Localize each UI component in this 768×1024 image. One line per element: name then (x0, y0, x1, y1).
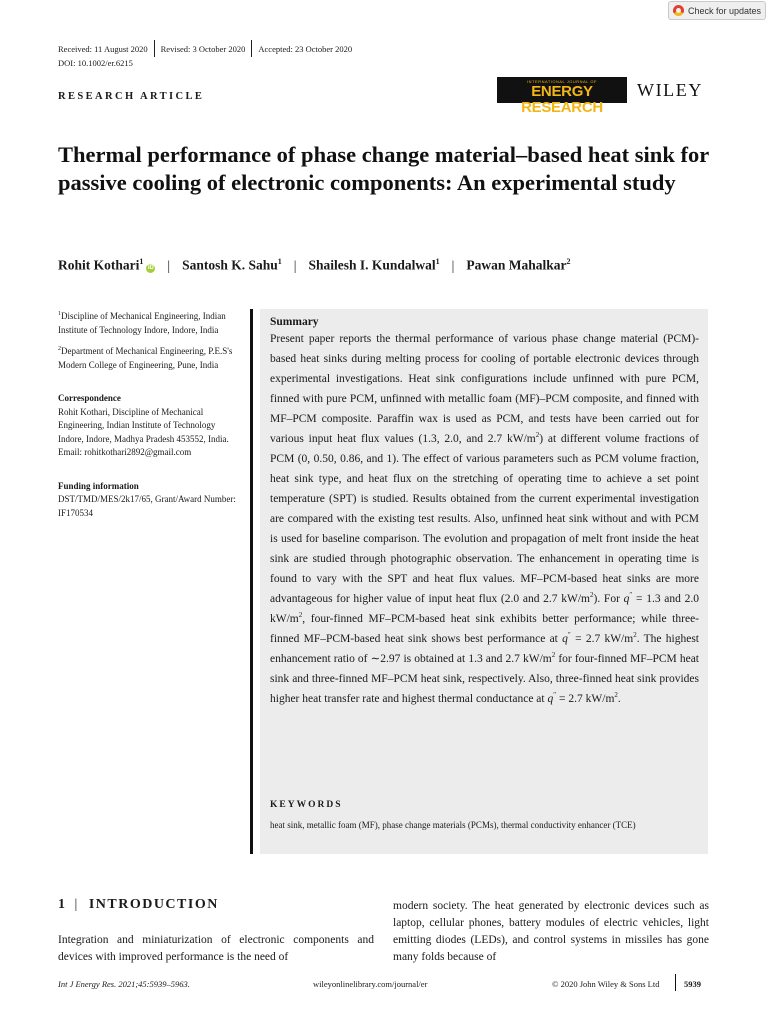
keywords-heading: KEYWORDS (270, 800, 343, 810)
funding-heading: Funding information (58, 480, 139, 491)
author-list (58, 257, 718, 274)
author-separator: | (167, 257, 171, 273)
accepted-date: Accepted: 23 October 2020 (258, 43, 353, 54)
author-separator: | (293, 257, 297, 273)
journal-logo (497, 77, 627, 116)
check-for-updates-button[interactable] (668, 1, 766, 20)
received-date: Received: 11 August 2020 (58, 43, 148, 54)
section-heading-introduction: 1 | INTRODUCTION (58, 897, 219, 912)
footer-copyright: © 2020 John Wiley & Sons Ltd (552, 979, 660, 989)
page-number: 5939 (684, 979, 701, 989)
correspondence-text: Rohit Kothari, Discipline of Mechanical Engineering, Indian Institute of Technology Indore, Indore, Madhya Pradesh 453552, India. (58, 406, 229, 444)
publisher-logo: WILEY (637, 80, 703, 100)
date-divider (251, 40, 252, 57)
intro-paragraph-left: Integration and miniaturization of electronic components and devices with improved performance is the need of (58, 934, 374, 963)
correspondence-email[interactable]: Email: rohitkothari2892@gmail.com (58, 447, 192, 457)
author-name[interactable]: Pawan Mahalkar$^2$ (466, 257, 571, 273)
intro-paragraph-right: modern society. The heat generated by electronic devices such as laptop, cellular phones, battery modules of electric vehicles, light emitting diodes (LEDs), and control systems in missiles has gone many folds because of (393, 900, 709, 963)
revised-date: Revised: 3 October 2020 (160, 43, 246, 54)
author-name[interactable]: Shailesh I. Kundalwal$^1$ (308, 257, 440, 273)
summary-text: Present paper reports the thermal performance of various phase change material (PCM)-based heat sinks during melting process for cooling of portable electronic devices through experimental investigations. Heat sink configurations include unfinned with pure PCM, finned with pure PCM, unfinned with metallic foam (MF)–PCM composite, and finned with MF–PCM composite. Paraffin wax is used as PCM, and tests have been carried out for various input heat flux values (1.3, 2.0, and 2.7 $kW/m^2$) at different volume fractions of PCM (0, 0.50, 0.86, and 1). The effect of various parameters such as PCM volume fraction, heat sink type, and heat flux on the stretching of operating time to achieve a set point temperature (SPT) is studied. Results obtained from the current experimental investigation are compared with the existing test results. Also, unfinned heat sink without and with PCM is used for baseline comparison. The evolution and propagation of melt front inside the heat sink are studied through photographic observation. The enhancement in operating time is found to vary with the SPT and heat flux values. MF–PCM-based heat sinks are more advantageous for higher value of input heat flux (2.0 and 2.7 $kW/m^2$). For q″ = 1.3 and 2.0 $kW/m^2$, four-finned MF–PCM-based heat sink exhibits better performance; while three-finned MF–PCM-based heat sink shows best performance at q″ = 2.7 $kW/m^2$. The highest enhancement ratio of ∼2.97 is obtained at 1.3 and 2.7 $kW/m^2$ for four-finned MF–PCM heat sink and three-finned MF–PCM heat sink, respectively. Also, three-finned heat sink provides higher heat transfer rate and highest thermal conductance at q″ = 2.7 $kW/m^2$. (270, 333, 700, 705)
doi[interactable]: DOI: 10.1002/er.6215 (58, 58, 133, 68)
footer-url[interactable]: wileyonlinelibrary.com/journal/er (313, 979, 428, 989)
article-type: RESEARCH ARTICLE (58, 91, 205, 102)
orcid-icon[interactable]: iD (147, 264, 154, 271)
date-divider (154, 40, 155, 57)
author-name[interactable]: Rohit Kothari$^1$iD (58, 257, 154, 273)
article-title: Thermal performance of phase change material–based heat sink for passive cooling of electronic components: An experimental study (58, 142, 709, 195)
affiliation: $^2$Department of Mechanical Engineering, P.E.S's Modern College of Engineering, Pune, India (58, 346, 233, 370)
footer-citation: Int J Energy Res. 2021;45:5939–5963. (58, 979, 190, 989)
journal-logo-text: ENERGY RESEARCH (521, 83, 603, 116)
summary-box (260, 309, 708, 854)
journal-logo-small-text: INTERNATIONAL JOURNAL OF (527, 79, 597, 84)
front-matter-sidebar (58, 308, 243, 520)
summary-heading: Summary (270, 316, 319, 328)
summary-rule (250, 309, 253, 854)
dates-row (58, 40, 352, 57)
funding-text: DST/TMD/MES/2k17/65, Grant/Award Number: IF170534 (58, 494, 236, 518)
crossmark-icon (673, 5, 684, 16)
correspondence-heading: Correspondence (58, 393, 121, 403)
author-separator: | (451, 257, 455, 273)
keywords-text: heat sink, metallic foam (MF), phase change materials (PCMs), thermal conductivity enhancer (TCE) (270, 820, 636, 830)
footer-divider (675, 974, 676, 991)
check-for-updates-label: Check for updates (688, 5, 762, 16)
affiliation: $^1$Discipline of Mechanical Engineering, Indian Institute of Technology Indore, Indore, India (58, 311, 226, 335)
author-name[interactable]: Santosh K. Sahu$^1$ (182, 257, 282, 273)
